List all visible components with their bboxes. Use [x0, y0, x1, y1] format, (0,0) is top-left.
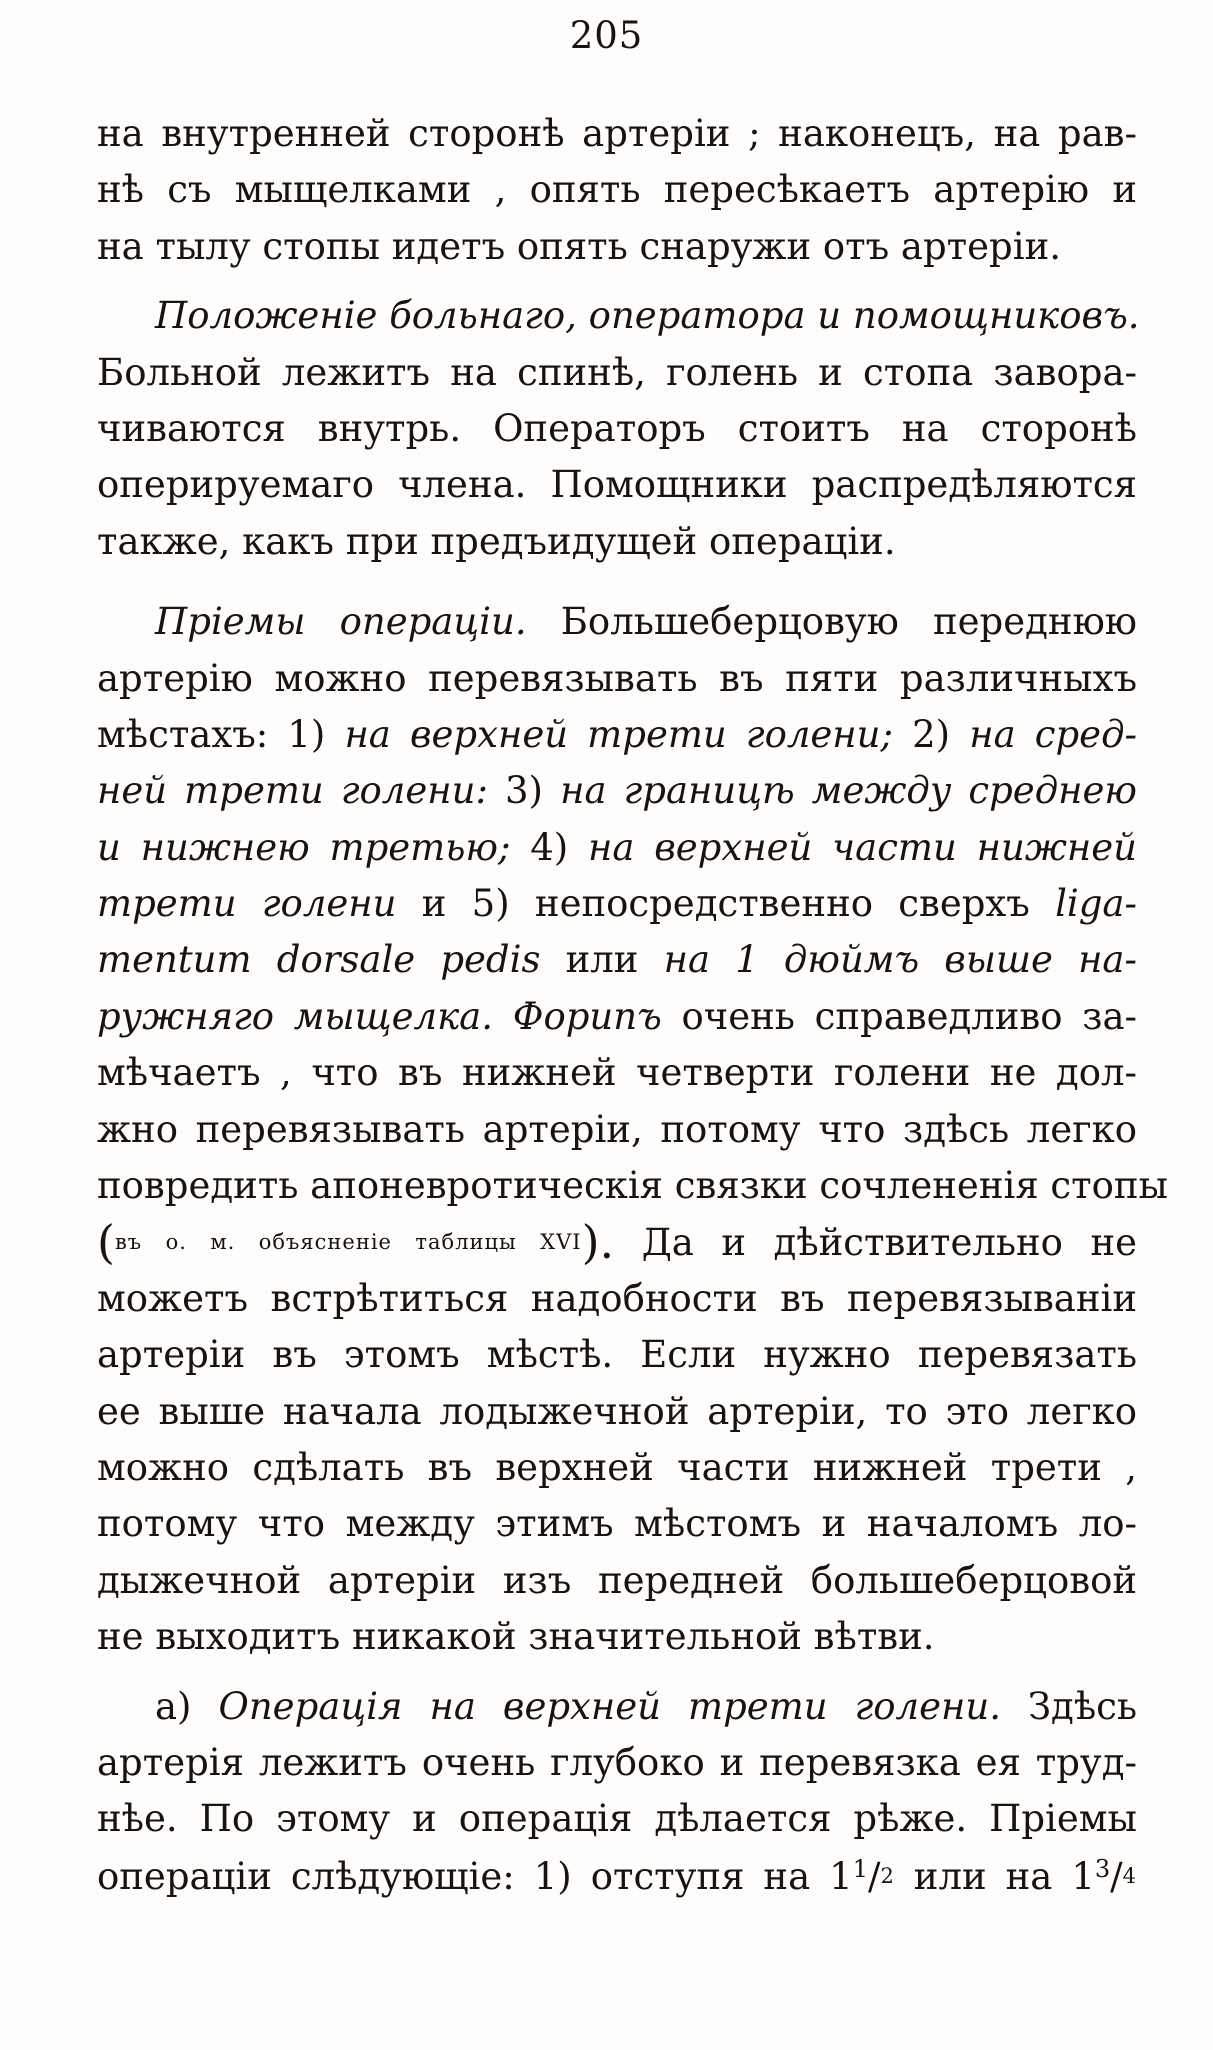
- text-segment: и 5) непосредственно сверхъ: [421, 882, 1030, 926]
- text-segment: Да и дѣйствительно не: [641, 1221, 1138, 1265]
- reference-note: въ о. м. объясненіе таблицы XVI: [114, 1230, 582, 1255]
- fraction-slash: /: [1110, 1854, 1123, 1898]
- text-line: [97, 594, 1137, 650]
- text-line: чиваются внутрь. Операторъ стоитъ на сторонѣ: [97, 406, 1137, 450]
- italic-segment: трети голени: [97, 882, 397, 926]
- text-segment: очень справедливо за-: [681, 994, 1138, 1038]
- text-segment: 2): [912, 712, 951, 756]
- text-line: на внутренней сторонѣ артеріи ; наконецъ, на рав-: [97, 112, 1137, 155]
- text-line: повредить апоневротическія связки сочлененія стопы: [97, 1164, 1168, 1208]
- text-line: потому что между этимъ мѣстомъ и началомъ ло-: [97, 1502, 1137, 1546]
- text-line: [97, 763, 1137, 819]
- text-segment: Большеберцовую переднюю: [560, 600, 1138, 644]
- text-line: нѣе. По этому и операція дѣлается рѣже. Пріемы: [97, 1797, 1137, 1841]
- fraction-numerator: 3: [1094, 1854, 1111, 1883]
- italic-segment: ней трети голени:: [97, 769, 488, 813]
- italic-segment: и нижнею третью;: [97, 825, 511, 869]
- author-name: Форипъ: [512, 994, 662, 1038]
- italic-segment: на сред-: [969, 712, 1138, 756]
- italic-segment: на верхней трети голени;: [344, 712, 893, 756]
- italic-segment: mentum dorsale pedis: [97, 938, 541, 982]
- italic-segment: на 1 дюймъ выше на-: [663, 938, 1137, 982]
- page-number: 205: [569, 14, 644, 57]
- text-line: мѣчаетъ , что въ нижней четверти голени не дол-: [97, 1051, 1137, 1095]
- text-line: не выходитъ никакой значительной вѣтви.: [97, 1615, 935, 1659]
- text-line: жно перевязывать артеріи, потому что здѣсь легко: [97, 1107, 1137, 1151]
- text-line: [97, 1679, 1137, 1735]
- text-segment: 3): [505, 769, 543, 813]
- text-line: [97, 932, 1137, 988]
- text-line: нѣ съ мыщелками , опять пересѣкаетъ артерію и: [97, 168, 1137, 212]
- text-line: оперируемаго члена. Помощники распредѣляются: [97, 463, 1137, 507]
- text-line: [97, 1214, 1137, 1270]
- text-line: [97, 820, 1137, 876]
- italic-segment: ружняго мыщелка.: [97, 994, 493, 1038]
- italic-segment: на границѣ между среднею: [560, 769, 1137, 813]
- section-heading: Операція на верхней трети голени.: [218, 1684, 1001, 1728]
- text-line: можетъ встрѣтиться надобности въ перевязываніи: [97, 1276, 1137, 1320]
- text-line: [97, 707, 1137, 763]
- fraction-numerator: 1: [852, 1854, 868, 1883]
- text-line: артеріи въ этомъ мѣстѣ. Если нужно перевязать: [97, 1333, 1137, 1377]
- paren-open: (: [97, 1215, 115, 1270]
- text-line: Больной лежитъ на спинѣ, голень и стопа завора-: [97, 350, 1137, 394]
- paren-close: ).: [581, 1215, 615, 1270]
- italic-segment: liga-: [1055, 882, 1137, 926]
- text-segment: или на 1: [894, 1854, 1095, 1898]
- text-segment: мѣстахъ: 1): [97, 712, 326, 756]
- fraction-slash: /: [867, 1854, 881, 1898]
- section-heading: Положеніе больнаго, оператора и помощниковъ.: [155, 294, 1140, 338]
- fraction-denominator: 2: [880, 1863, 895, 1888]
- text-line: на тылу стопы идетъ опять снаружи отъ артеріи.: [97, 224, 1061, 268]
- body-text: [97, 106, 1168, 1904]
- italic-segment: на верхней части нижней: [588, 825, 1137, 869]
- text-line: можно сдѣлать въ верхней части нижней трети ,: [97, 1445, 1137, 1489]
- list-marker: а): [155, 1684, 192, 1728]
- text-segment: или: [565, 938, 639, 982]
- text-line: ее выше начала лодыжечной артеріи, то это легко: [97, 1389, 1137, 1433]
- text-segment: Здѣсь: [1028, 1684, 1138, 1728]
- text-line: дыжечной артеріи изъ передней большеберцовой: [97, 1558, 1137, 1602]
- fraction-denominator: 4: [1122, 1863, 1138, 1888]
- text-line: также, какъ при предъидущей операціи.: [97, 519, 896, 563]
- text-line: [97, 1848, 1137, 1904]
- text-segment: 4): [530, 825, 569, 869]
- text-segment: операціи слѣдующіе: 1) отступя на 1: [97, 1854, 853, 1898]
- text-line: артерія лежитъ очень глубоко и перевязка ея труд-: [97, 1740, 1137, 1784]
- text-line: артерію можно перевязывать въ пяти различныхъ: [97, 656, 1137, 700]
- text-line: [97, 876, 1137, 932]
- text-line: [97, 989, 1137, 1045]
- section-heading: Пріемы операціи.: [155, 600, 527, 644]
